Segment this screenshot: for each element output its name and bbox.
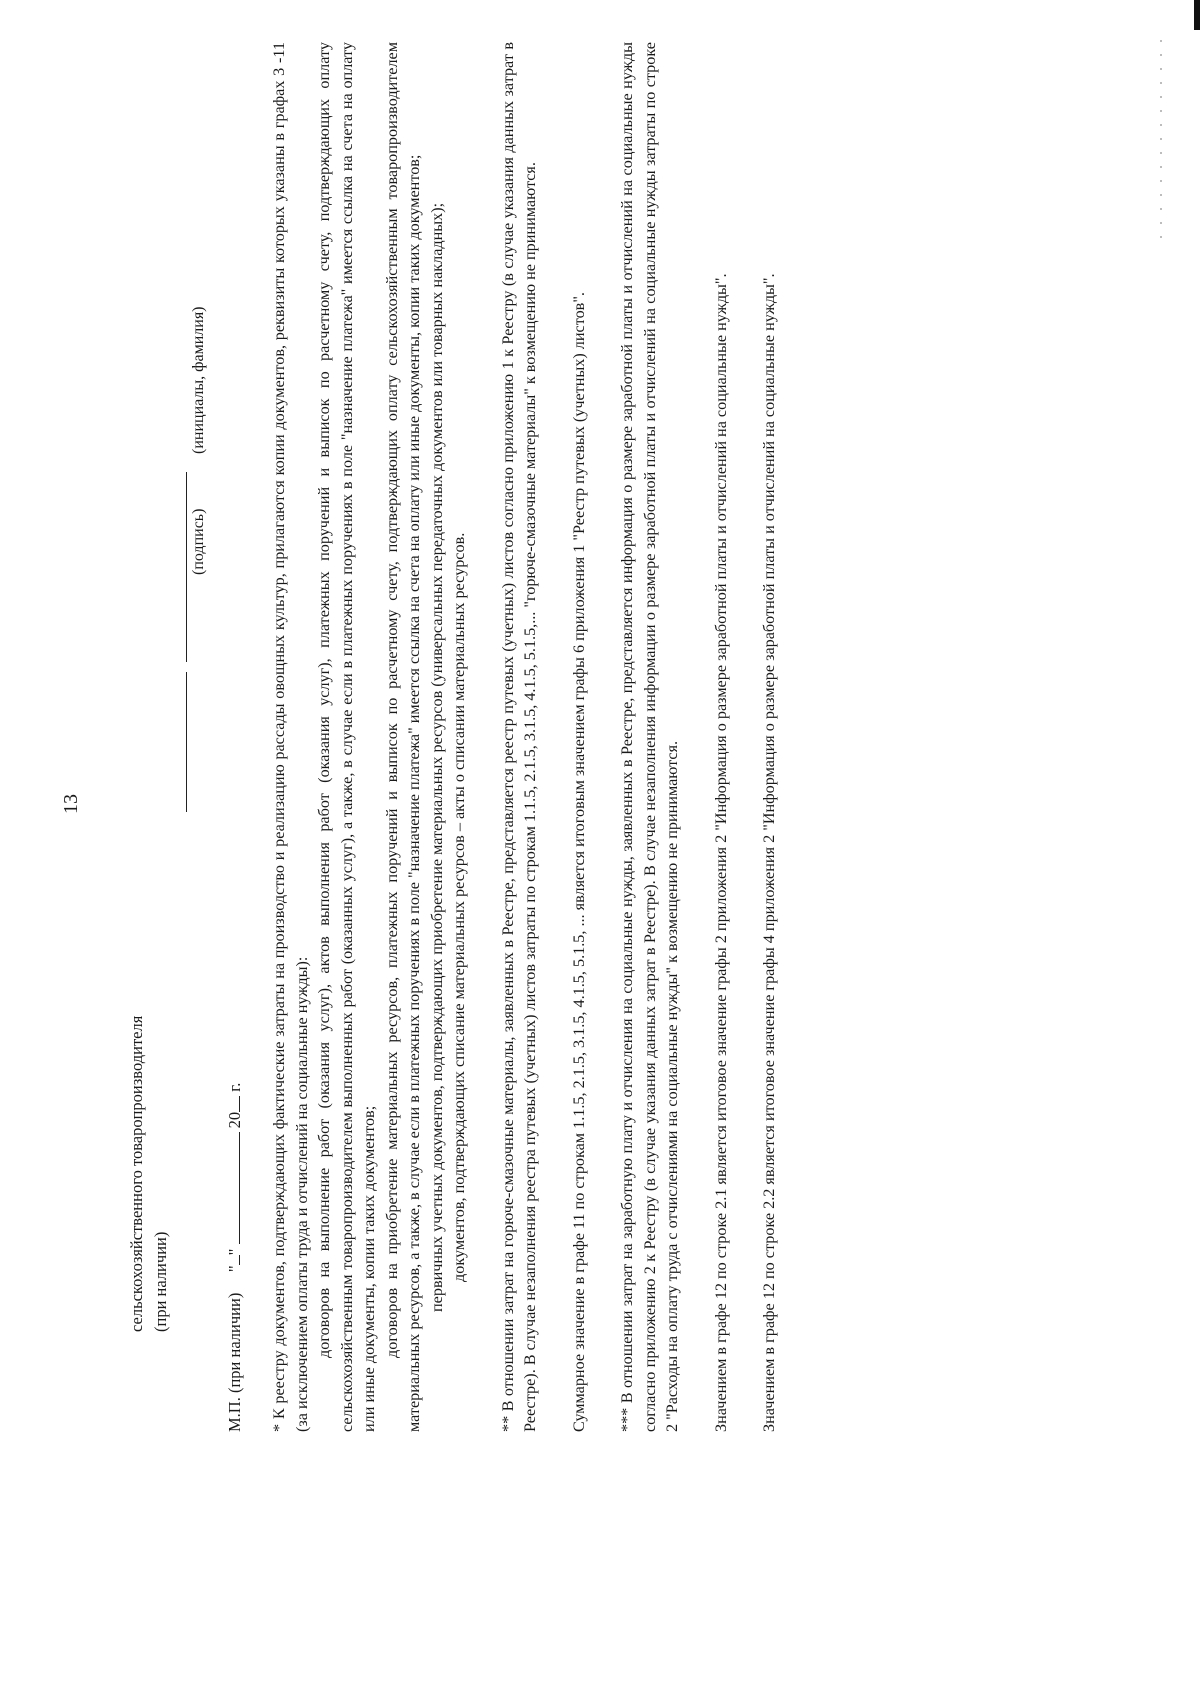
note-star3: *** В отношении затрат на заработную плату и отчисления на социальные нужды, заявленных в Реестре, представляется информация о размере заработной платы и отчислений на социальные нужды согласно приложению 2 к Реестру (в случае указания данных затрат в Реестре). В случае незаполнения информации о размере заработной платы и отчислений на социальные нужды затраты по строке 2 "Расходы на оплату труда с отчислениями на социальные нужды" к возмещению не принимаются. bbox=[618, 42, 681, 1432]
note-star1-item4: документов, подтверждающих списание материальных ресурсов – акты о списании материальных ресурсов. bbox=[450, 532, 468, 1282]
date-quote-open: " bbox=[225, 1265, 244, 1273]
signature-line bbox=[186, 672, 187, 812]
note-sum: Суммарное значение в графе 11 по строкам 1.1.5, 2.1.5, 3.1.5, 4.1.5, 5.1.5, ... является итоговым значением графы 6 приложения 1 "Реестр путевых (учетных) листов". bbox=[569, 292, 588, 1432]
footnotes bbox=[268, 42, 781, 1432]
date-day-blank bbox=[225, 1255, 240, 1265]
stamp-date-line bbox=[225, 1083, 245, 1432]
signature-caption: (подпись) bbox=[190, 508, 207, 575]
note-star1-item2: договоров на приобретение материальных ресурсов, платежных поручений и выписок по расчетному счету, подтверждающих оплату сельскохозяйственным товаропроизводителем материальных ресурсов, а также, в случае если в платежных поручениях в поле "назначение платежа" имеется ссылка на счета на оплату или иные документы, копии таких документов; bbox=[382, 42, 423, 1432]
name-caption: (инициалы, фамилия) bbox=[190, 306, 207, 454]
date-year-blank bbox=[225, 1096, 240, 1112]
mp-label: М.П. (при наличии) bbox=[225, 1292, 244, 1432]
date-quote-close: " bbox=[225, 1248, 244, 1256]
note-star1-item1: договоров на выполнение работ (оказания услуг), актов выполнения работ (оказания услуг), платежных поручений и выписок по расчетному счету, подтверждающих оплату сельскохозяйственным товаропроизводителем выполненных работ (оказанных услуг), а также, в случае если в платежных поручениях в поле "назначение платежа" имеется ссылка на счета на оплату или иные документы, копии таких документов; bbox=[315, 42, 378, 1432]
rotated-document-page bbox=[0, 22, 1200, 1672]
page-number: 13 bbox=[60, 794, 82, 814]
note-star1-intro: * К реестру документов, подтверждающих фактические затраты на производство и реализацию рассады овощных культур, прилагаются копии документов, реквизиты которых указаны в графах 3 -11 (за исключением оплаты труда и отчислений на социальные нужды): bbox=[270, 42, 311, 1432]
note-star2: ** В отношении затрат на горюче-смазочные материалы, заявленных в Реестре, представляется реестр путевых (учетных) листов согласно приложению 1 к Реестру (в случае указания данных затрат в Реестре). В случае незаполнения реестра путевых (учетных) листов затраты по строкам 1.1.5, 2.1.5, 3.1.5, 4.1.5, 5.1.5,... "горюче-смазочные материалы" к возмещению не принимаются. bbox=[498, 42, 539, 1432]
org-caption-line2: (при наличии) bbox=[151, 1231, 170, 1332]
org-caption-line1: сельскохозяйственного товаропроизводителя bbox=[127, 1015, 146, 1332]
note-line-2-2: Значением в графе 12 по строке 2.2 является итоговое значение графы 4 приложения 2 "Информация о размере заработной платы и отчислений на социальные нужды". bbox=[760, 273, 778, 1432]
date-month-blank bbox=[225, 1132, 240, 1244]
name-line bbox=[186, 472, 187, 662]
date-century: 20 bbox=[225, 1111, 244, 1129]
note-line-2-1: Значением в графе 12 по строке 2.1 является итоговое значение графы 2 приложения 2 "Информация о размере заработной платы и отчислений на социальные нужды". bbox=[711, 273, 730, 1432]
note-star1-item3: первичных учетных документов, подтверждающих приобретение материальных ресурсов (универсальных передаточных документов или товарных накладных); bbox=[427, 202, 446, 1312]
date-suffix: г. bbox=[225, 1082, 244, 1092]
